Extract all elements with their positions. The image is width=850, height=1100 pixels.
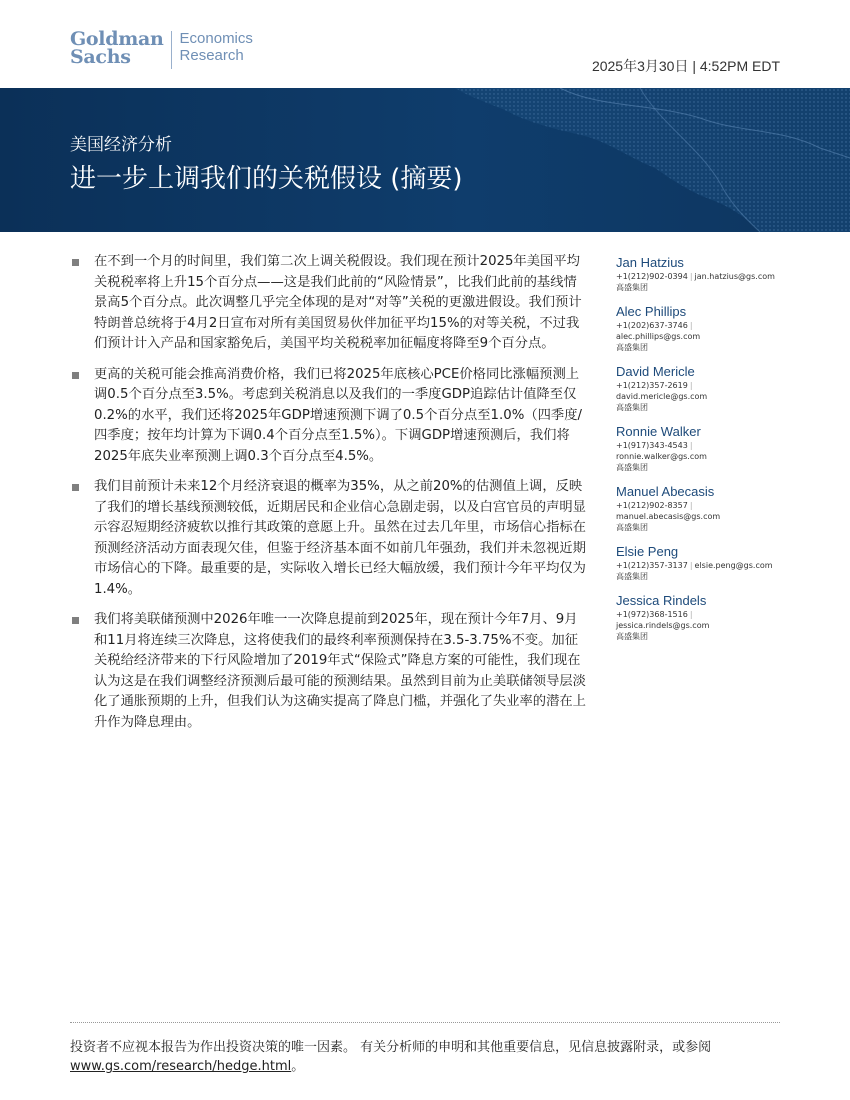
author-firm: 高盛集团 xyxy=(616,572,648,581)
author-email[interactable]: ronnie.walker@gs.com xyxy=(616,452,707,461)
disclosure-link[interactable]: www.gs.com/research/hedge.html xyxy=(70,1059,292,1074)
title-banner xyxy=(0,88,850,232)
logo-sub-2: Research xyxy=(179,47,244,64)
author-card xyxy=(616,484,806,533)
author-phone: +1(202)637-3746 xyxy=(616,321,688,330)
author-contact xyxy=(616,380,806,391)
logo-line-1: Goldman xyxy=(70,28,164,50)
bullet-item xyxy=(70,252,590,355)
author-card xyxy=(616,544,806,582)
logo-line-2: Sachs xyxy=(70,46,131,68)
bullet-item xyxy=(70,610,590,733)
goldman-sachs-logo xyxy=(70,30,253,69)
bullet-square-icon xyxy=(72,259,79,266)
author-card xyxy=(616,424,806,473)
author-phone: +1(212)902-0394 xyxy=(616,272,688,281)
author-contact xyxy=(616,271,806,282)
logo-department xyxy=(180,30,253,64)
bullet-text: 我们将美联储预测中2026年唯一一次降息提前到2025年，现在预计今年7月、9月和11月将连续三次降息，这将使我们的最终利率预测保持在3.5-3.75%不变。加征关税给经济带来的下行风险增加了2019年式“保险式”降息方案的可能性，我们现在认为这是在我们调整经济预测后最可能的预测结果。虽然到目前为止美联储领导层淡化了通胀预期的上升，但我们认为这确实提高了降息门槛，并强化了失业率的潜在上升作为降息理由。 xyxy=(94,612,586,730)
author-card xyxy=(616,364,806,413)
disclosure-end: 。 xyxy=(291,1059,305,1074)
author-firm: 高盛集团 xyxy=(616,523,648,532)
author-name: Alec Phillips xyxy=(616,304,687,319)
author-list xyxy=(616,255,806,653)
disclosure-footer xyxy=(70,1038,780,1076)
author-phone: +1(212)357-3137 xyxy=(616,561,688,570)
report-date: 2025年3月30日 | 4:52PM EDT xyxy=(591,58,780,74)
author-phone: +1(212)902-8357 xyxy=(616,501,688,510)
author-name: David Mericle xyxy=(616,364,695,379)
bullet-text: 我们目前预计未来12个月经济衰退的概率为35%，从之前20%的估测值上调，反映了我们的增长基线预测较低，近期居民和企业信心急剧走弱，以及白宫官员的声明显示容忍短期经济疲软以推行其政策的意愿上升。虽然在过去几年里，市场信心指标在预测经济活动方面表现欠佳，但鉴于经济基本面不如前几年强劲，我们并未忽视近期市场信心的下降。最重要的是，实际收入增长已经大幅放缓，我们预计今年平均仅为1.4%。 xyxy=(94,479,586,597)
bullet-square-icon xyxy=(72,617,79,624)
author-name: Ronnie Walker xyxy=(616,424,701,439)
bullet-item xyxy=(70,477,590,600)
author-email[interactable]: jessica.rindels@gs.com xyxy=(616,621,710,630)
author-name: Manuel Abecasis xyxy=(616,484,715,499)
contact-separator: | xyxy=(689,610,693,619)
contact-separator: | xyxy=(689,561,693,570)
report-title: 进一步上调我们的关税假设 (摘要) xyxy=(70,164,463,194)
author-name: Jessica Rindels xyxy=(616,593,707,608)
bullet-text: 在不到一个月的时间里，我们第二次上调关税假设。我们现在预计2025年美国平均关税税率将上升15个百分点——这是我们此前的“风险情景”，比我们此前的基线情景高5个百分点。此次调整几乎完全体现的是对“对等”关税的更激进假设。我们预计特朗普总统将于4月2日宣布对所有美国贸易伙伴加征平均15%的对等关税，不过我们预计计入产品和国家豁免后，美国平均关税税率加征幅度将降至9个百分点。 xyxy=(94,254,582,351)
author-email[interactable]: david.mericle@gs.com xyxy=(616,392,708,401)
contact-separator: | xyxy=(689,381,693,390)
author-firm: 高盛集团 xyxy=(616,283,648,292)
author-phone: +1(917)343-4543 xyxy=(616,441,688,450)
contact-separator: | xyxy=(689,272,693,281)
bullet-square-icon xyxy=(72,372,79,379)
summary-bullets xyxy=(70,252,590,743)
contact-separator: | xyxy=(689,501,693,510)
author-name: Jan Hatzius xyxy=(616,255,684,270)
author-firm: 高盛集团 xyxy=(616,403,648,412)
author-email[interactable]: alec.phillips@gs.com xyxy=(616,332,701,341)
author-email[interactable]: elsie.peng@gs.com xyxy=(694,561,773,570)
author-phone: +1(212)357-2619 xyxy=(616,381,688,390)
footer-divider xyxy=(70,1022,780,1023)
author-firm: 高盛集团 xyxy=(616,463,648,472)
author-card xyxy=(616,593,806,642)
disclosure-text: 投资者不应视本报告为作出投资决策的唯一因素。 有关分析师的申明和其他重要信息，见信息披露附录，或参阅 xyxy=(70,1040,712,1055)
author-email[interactable]: jan.hatzius@gs.com xyxy=(694,272,775,281)
contact-separator: | xyxy=(689,441,693,450)
author-contact xyxy=(616,440,806,451)
contact-separator: | xyxy=(689,321,693,330)
bullet-text: 更高的关税可能会推高消费价格，我们已将2025年底核心PCE价格同比涨幅预测上调0.5个百分点至3.5%。考虑到关税消息以及我们的一季度GDP追踪估计值降至仅0.2%的水平，我们还将2025年GDP增速预测下调了0.5个百分点至1.0%（四季度/四季度；按年均计算为下调0.4个百分点至1.5%）。下调GDP增速预测后，我们将2025年底失业率预测上调0.3个百分点至4.5%。 xyxy=(94,366,583,464)
report-series: 美国经济分析 xyxy=(70,135,172,155)
logo-divider xyxy=(171,31,172,69)
author-contact xyxy=(616,609,806,620)
author-phone: +1(972)368-1516 xyxy=(616,610,688,619)
author-name: Elsie Peng xyxy=(616,544,679,559)
author-contact xyxy=(616,560,806,571)
logo-wordmark xyxy=(70,30,164,66)
author-card xyxy=(616,304,806,353)
author-card xyxy=(616,255,806,293)
author-email[interactable]: manuel.abecasis@gs.com xyxy=(616,512,721,521)
author-firm: 高盛集团 xyxy=(616,632,648,641)
author-contact xyxy=(616,320,806,331)
bullet-square-icon xyxy=(72,484,79,491)
author-firm: 高盛集团 xyxy=(616,343,648,352)
logo-sub-1: Economics xyxy=(179,30,253,47)
bullet-item xyxy=(70,365,590,468)
author-contact xyxy=(616,500,806,511)
